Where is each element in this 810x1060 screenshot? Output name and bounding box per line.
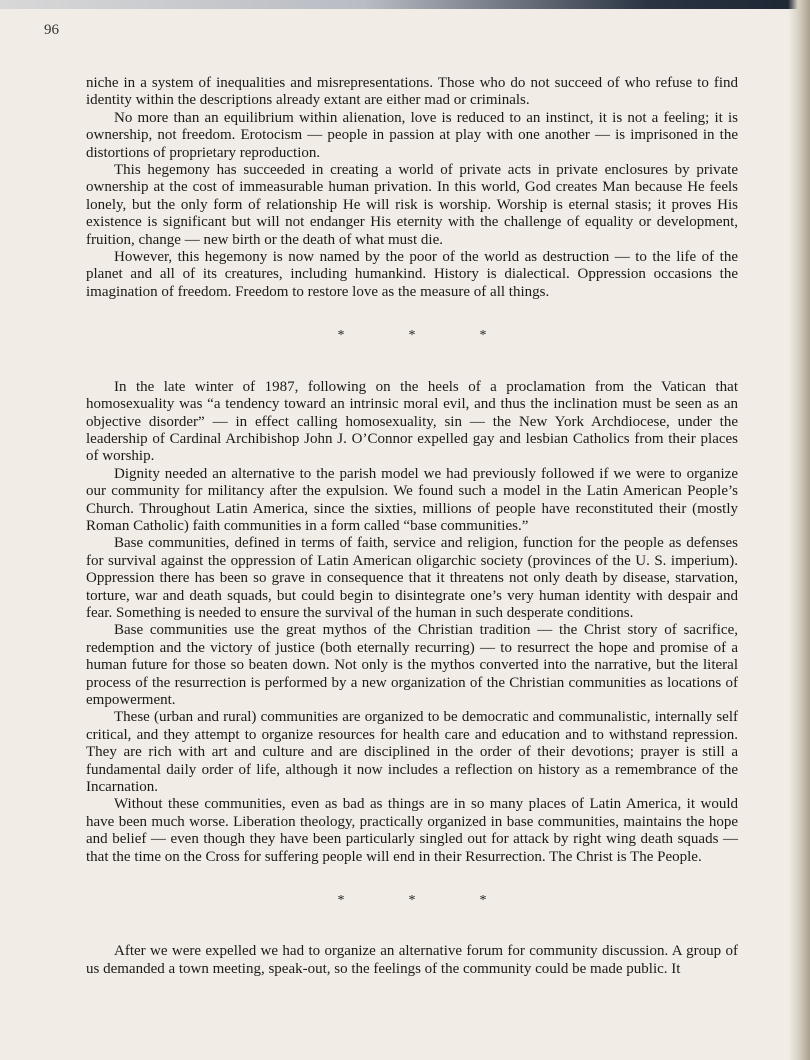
paragraph: Base communities, defined in terms of faith, service and religion, function for the people as defenses for survival against the oppression of Latin American oligarchic society (provinces of the U. S. imperium). Oppression there has been so grave in consequence that it threatens not only death by disease, starvation, torture, war and death squads, but could begin to disintegrate one’s very human identity with despair and fear. Something is needed to ensure the survival of the human in such desperate conditions. <box>86 535 738 621</box>
paragraph: After we were expelled we had to organize an alternative forum for community discussion. A group of us demanded a town meeting, speak-out, so the feelings of the community could be made public. It <box>86 943 738 977</box>
paragraph: These (urban and rural) communities are organized to be democratic and communalistic, internally self critical, and they attempt to organize resources for health care and education and to withstand repression. They are rich with art and culture and are disciplined in the order of their devotions; prayer is still a fundamental daily order of life, although it now includes a reflection on history as a remembrance of the Incarnation. <box>86 709 738 796</box>
section-2 <box>86 379 738 866</box>
asterisk: * <box>408 893 416 909</box>
paragraph: niche in a system of inequalities and misrepresentations. Those who do not succeed of who refuse to find identity within the descriptions already extant are either mad or criminals. <box>86 75 738 109</box>
section-1 <box>86 75 738 301</box>
paragraph: This hegemony has succeeded in creating a world of private acts in private enclosures by private ownership at the cost of immeasurable human privation. In this world, God creates Man because He feels lonely, but the only form of relationship He will risk is worship. Worship is eternal stasis; it proves His existence is significant but will not endanger His eternity with the challenge of equality or development, fruition, change — new birth or the death of what must die. <box>86 162 738 248</box>
section-3 <box>86 943 738 978</box>
asterisk: * <box>479 893 487 909</box>
page-top-edge <box>0 0 810 9</box>
asterisk: * <box>337 893 345 909</box>
section-separator <box>86 327 738 344</box>
paragraph: No more than an equilibrium within alienation, love is reduced to an instinct, it is not a feeling; it is ownership, not freedom. Erotocism — people in passion at play with one another — is imprisoned in the distortions of proprietary reproduction. <box>86 109 738 161</box>
paragraph: Without these communities, even as bad as things are in so many places of Latin America, it would have been much worse. Liberation theology, practically organized in base communities, maintains the hope and belief — even though they have been particularly singled out for attack by right wing death squads — that the time on the Cross for suffering people will end in their Resurrection. The Christ is The People. <box>86 796 738 865</box>
asterisk: * <box>337 328 345 344</box>
asterisk: * <box>479 328 487 344</box>
text-column <box>86 75 738 978</box>
paragraph: Dignity needed an alternative to the parish model we had previously followed if we were to organize our community for militancy after the expulsion. We found such a model in the Latin American People’s Church. Throughout Latin America, since the sixties, millions of people have reconstituted their (mostly Roman Catholic) faith communities in a form called “base communities.” <box>86 465 738 534</box>
page-number: 96 <box>44 22 59 38</box>
section-separator <box>86 892 738 909</box>
paragraph: Base communities use the great mythos of the Christian tradition — the Christ story of sacrifice, redemption and the victory of justice (both eternally recurring) — to resurrect the hope and promise of a human future for those so beaten down. Not only is the mythos converted into the narrative, but the literal process of the resurrection is performed by a new organization of the Christian communities as locations of empowerment. <box>86 622 738 708</box>
page-binding-shadow <box>788 0 810 1060</box>
asterisk: * <box>408 328 416 344</box>
paragraph: However, this hegemony is now named by the poor of the world as destruction — to the life of the planet and all of its creatures, including humankind. History is dialectical. Oppression occasions the imagination of freedom. Freedom to restore love as the measure of all things. <box>86 249 738 300</box>
paragraph: In the late winter of 1987, following on the heels of a proclamation from the Vatican that homosexuality was “a tendency toward an intrinsic moral evil, and thus the inclination must be seen as an objective disorder” — in effect calling homosexuality, sin — the New York Archdiocese, under the leadership of Cardinal Archibishop John J. O’Connor expelled gay and lesbian Catholics from their places of worship. <box>86 378 738 465</box>
